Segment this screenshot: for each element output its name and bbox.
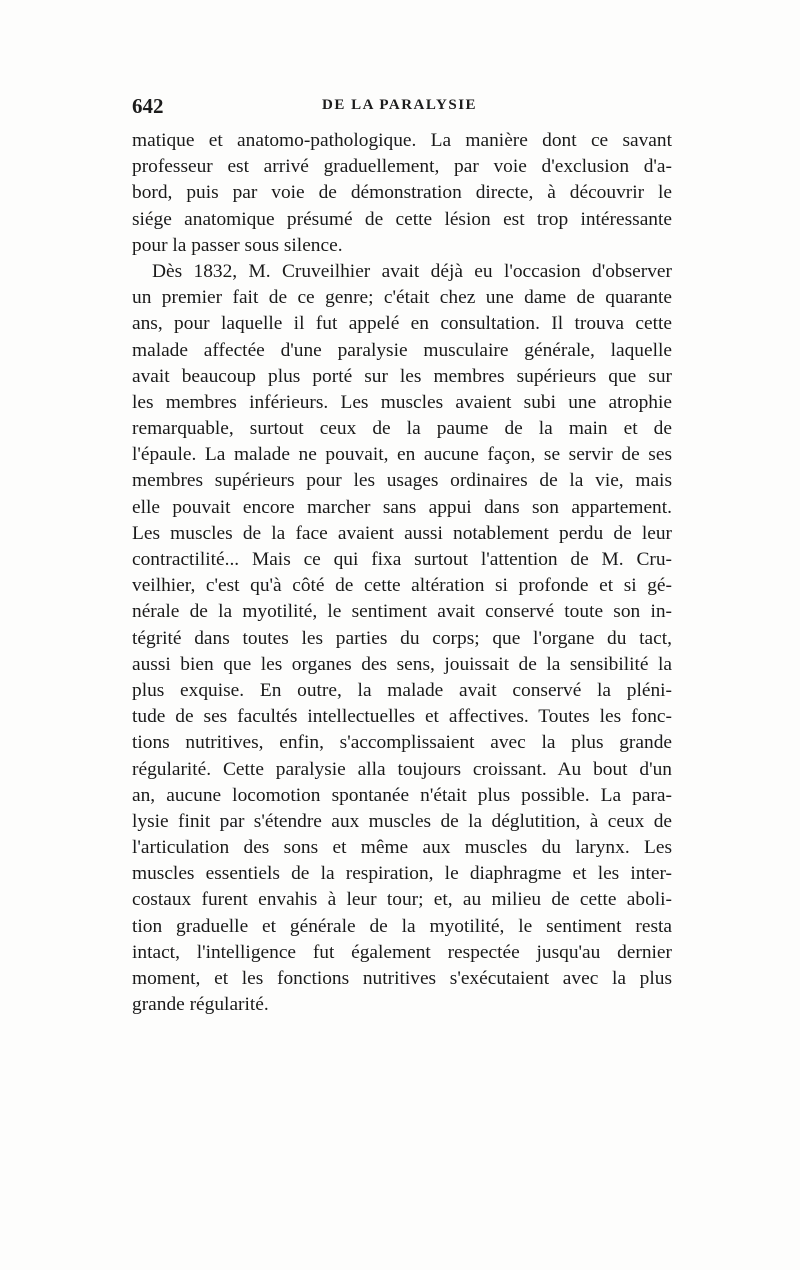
- text-line: siége anatomique présumé de cette lésion est trop intéressante: [132, 208, 672, 230]
- running-head: [132, 94, 672, 118]
- text-line: costaux furent envahis à leur tour; et, au milieu de cette aboli-: [132, 889, 672, 911]
- text-line: ans, pour laquelle il fut appelé en consultation. Il trouva cette: [132, 313, 672, 335]
- paragraph-1: [132, 128, 672, 259]
- text-line: grande régularité.: [132, 994, 269, 1016]
- text-line: l'articulation des sons et même aux muscles du larynx. Les: [132, 837, 672, 859]
- text-line: plus exquise. En outre, la malade avait conservé la pléni-: [132, 679, 672, 701]
- text-line: intact, l'intelligence fut également respectée jusqu'au dernier: [132, 941, 672, 963]
- text-line: les membres inférieurs. Les muscles avaient subi une atrophie: [132, 391, 672, 413]
- text-line: veilhier, c'est qu'à côté de cette altération si profonde et si gé-: [132, 575, 672, 597]
- text-line: avait beaucoup plus porté sur les membres supérieurs que sur: [132, 365, 672, 387]
- text-line: un premier fait de ce genre; c'était chez une dame de quarante: [132, 287, 672, 309]
- text-line: tégrité dans toutes les parties du corps; que l'organe du tact,: [132, 627, 672, 649]
- text-line: matique et anatomo-pathologique. La manière dont ce savant: [132, 130, 672, 151]
- text-line: muscles essentiels de la respiration, le diaphragme et les inter-: [132, 863, 672, 885]
- running-title: DE LA PARALYSIE: [322, 97, 478, 113]
- text-line: professeur est arrivé graduellement, par voie d'exclusion d'a-: [132, 156, 672, 178]
- text-line: tude de ses facultés intellectuelles et affectives. Toutes les fonc-: [132, 706, 672, 728]
- text-line: régularité. Cette paralysie alla toujours croissant. Au bout d'un: [132, 758, 672, 780]
- text-line: contractilité... Mais ce qui fixa surtout l'attention de M. Cru-: [132, 549, 672, 570]
- text-line: Dès 1832, M. Cruveilhier avait déjà eu l'occasion d'observer: [152, 260, 672, 282]
- text-line: moment, et les fonctions nutritives s'exécutaient avec la plus: [132, 968, 672, 989]
- page-number: 642: [132, 94, 164, 118]
- text-line: an, aucune locomotion spontanée n'était plus possible. La para-: [132, 784, 672, 806]
- text-line: pour la passer sous silence.: [132, 234, 343, 256]
- text-line: tions nutritives, enfin, s'accomplissaient avec la plus grande: [132, 732, 672, 754]
- text-line: Les muscles de la face avaient aussi notablement perdu de leur: [132, 522, 672, 544]
- paragraph-2: [132, 259, 672, 1018]
- text-line: nérale de la myotilité, le sentiment avait conservé toute son in-: [132, 601, 672, 623]
- text-line: remarquable, surtout ceux de la paume de la main et de: [132, 418, 672, 440]
- text-line: tion graduelle et générale de la myotilité, le sentiment resta: [132, 915, 672, 937]
- text-line: bord, puis par voie de démonstration directe, à découvrir le: [132, 182, 672, 204]
- text-line: membres supérieurs pour les usages ordinaires de la vie, mais: [132, 470, 672, 492]
- text-line: malade affectée d'une paralysie musculaire générale, laquelle: [132, 339, 672, 361]
- body-text: [132, 128, 672, 1018]
- text-line: aussi bien que les organes des sens, jouissait de la sensibilité la: [132, 653, 672, 675]
- text-line: l'épaule. La malade ne pouvait, en aucune façon, se servir de ses: [132, 444, 672, 466]
- text-line: lysie finit par s'étendre aux muscles de la déglutition, à ceux de: [132, 810, 672, 832]
- text-line: elle pouvait encore marcher sans appui dans son appartement.: [132, 496, 672, 518]
